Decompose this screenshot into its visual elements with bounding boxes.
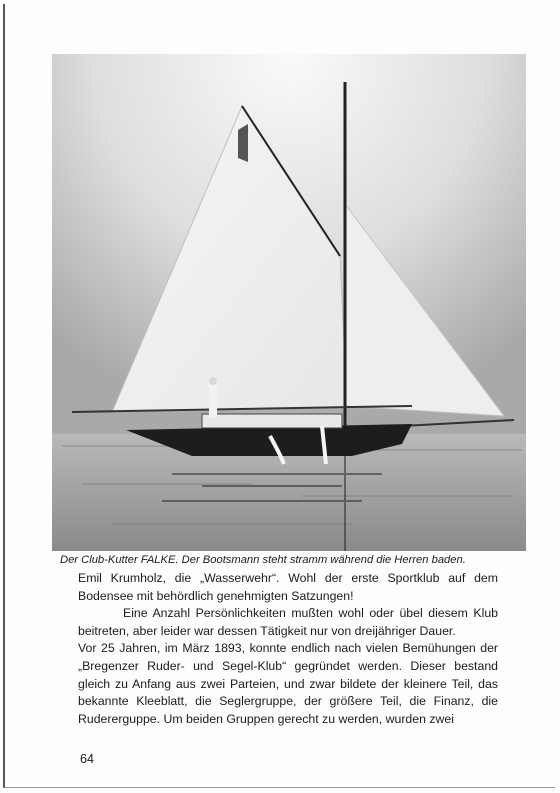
page-number: 64 [80, 752, 94, 766]
photo-caption: Der Club-Kutter FALKE. Der Bootsmann steht stramm während die Herren baden. [60, 554, 466, 566]
paragraph-2: Eine Anzahl Persönlichkeiten mußten wohl oder übel diesem Klub beitreten, aber leider war dessen Tätigkeit nur von dreijähriger Dauer. [78, 606, 498, 638]
body-text [78, 570, 498, 728]
paragraph-1: Emil Krumholz, die „Wasserwehr“. Wohl der erste Sportklub auf dem Bodensee mit behördlich genehmigten Satzungen! [78, 571, 498, 603]
sailboat-photo [52, 54, 526, 551]
paragraph-3: Vor 25 Jahren, im März 1893, konnte endlich nach vielen Bemühungen der „Bregenzer Ruder- und Segel-Klub“ gegründet werden. Dieser bestand gleich zu Anfang aus zwei Parteien, und zwar bildete der kleinere Teil, das bekannte Kleeblatt, die Seglergruppe, der größere Teil, die Finanz, die Rudererguppe. Um beiden Gruppen gerecht zu werden, wurden zwei [78, 641, 498, 726]
